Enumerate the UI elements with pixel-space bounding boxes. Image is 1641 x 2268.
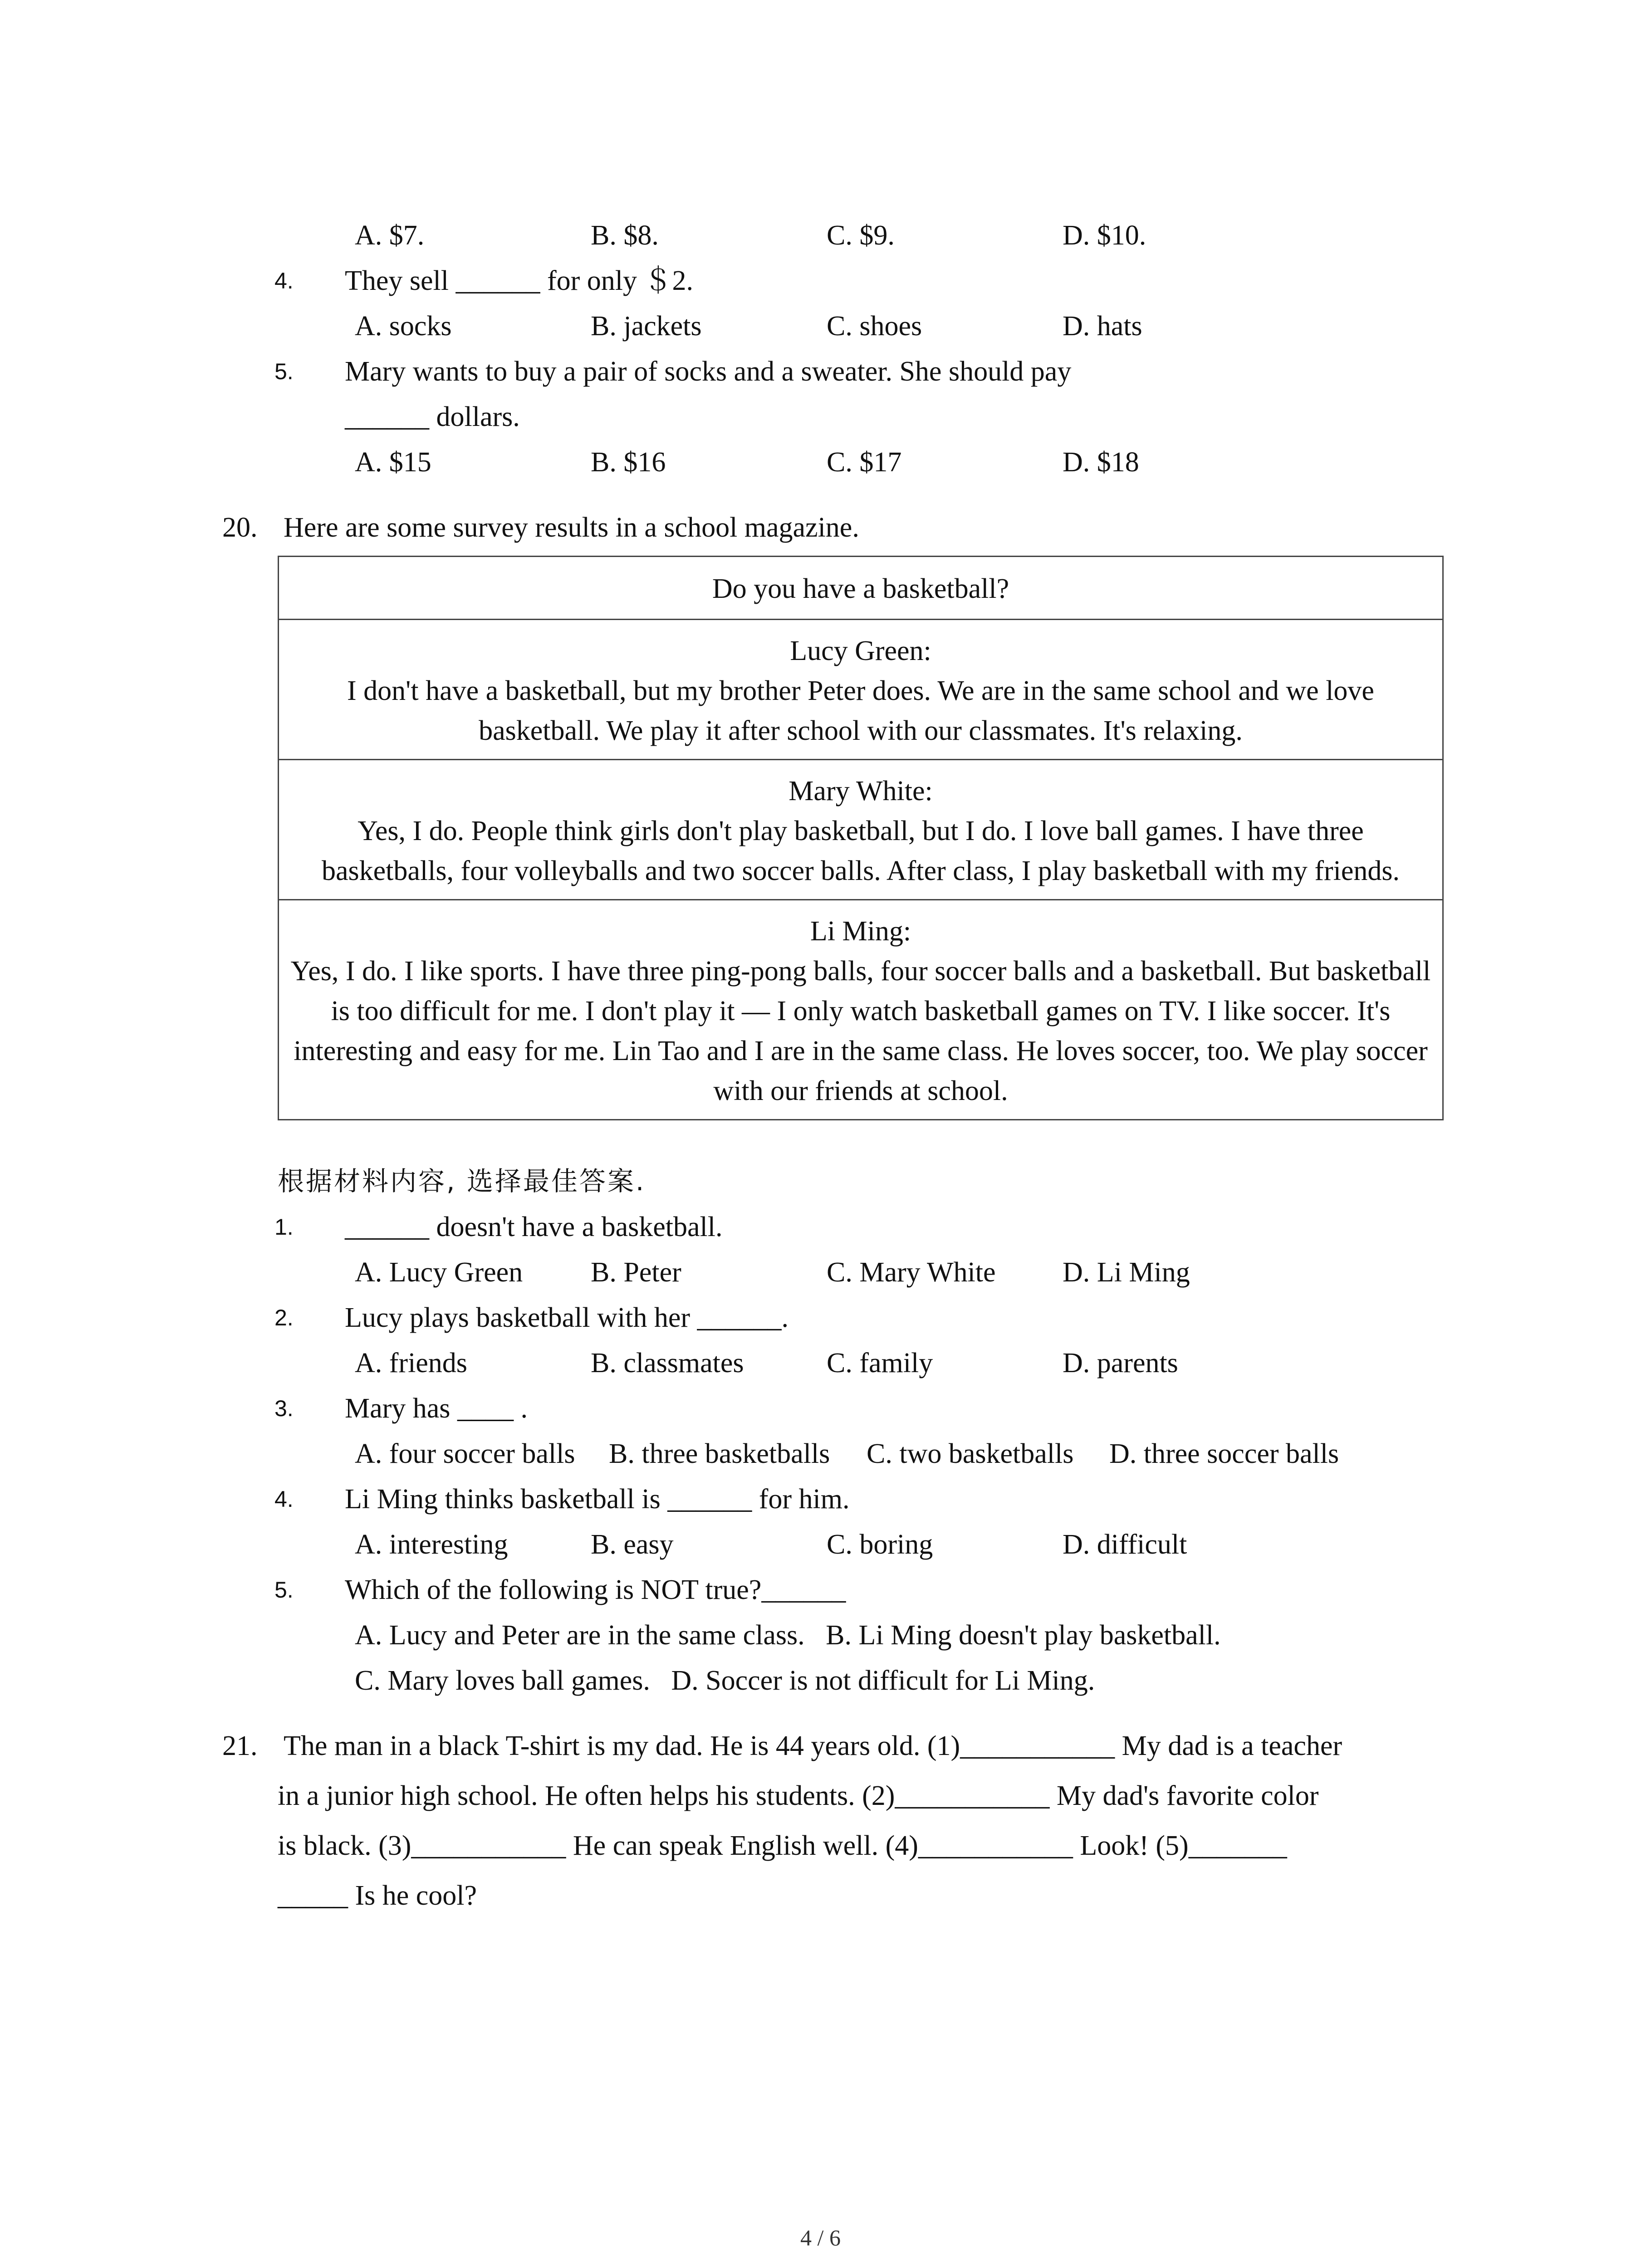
option-b: B. Peter bbox=[591, 1257, 681, 1288]
option-d: D. parents bbox=[1063, 1348, 1178, 1378]
option-b: B. jackets bbox=[591, 311, 702, 342]
respondent-answer: Yes, I do. People think girls don't play basketball, but I do. I love ball games. I have three basketballs, four volleyballs and two soccer balls. After class, I play basketball with my friends. bbox=[321, 816, 1400, 886]
table-row bbox=[279, 760, 1443, 900]
question-number: 5. bbox=[274, 1577, 294, 1603]
question-number: 4. bbox=[274, 268, 294, 293]
respondent-answer: I don't have a basketball, but my brother Peter does. We are in the same school and we love basketball. We play it after school with our classmates. It's relaxing. bbox=[347, 675, 1374, 746]
option-c: C. $9. bbox=[827, 220, 895, 251]
question-number: 3. bbox=[274, 1396, 294, 1421]
option-c: C. two basketballs bbox=[867, 1438, 1074, 1469]
question-intro: Here are some survey results in a school magazine. bbox=[284, 512, 859, 543]
question-number: 21. bbox=[222, 1730, 258, 1761]
option-c: C. shoes bbox=[827, 311, 922, 342]
question-stem: ______ doesn't have a basketball. bbox=[345, 1212, 723, 1242]
question-number: 2. bbox=[274, 1305, 294, 1330]
passage-line-4: _____ Is he cool? bbox=[278, 1880, 477, 1911]
option-c: C. Mary White bbox=[827, 1257, 996, 1288]
respondent-name: Li Ming: bbox=[810, 916, 911, 947]
passage-line-1: The man in a black T-shirt is my dad. He is 44 years old. (1)___________ My dad is a teacher bbox=[284, 1730, 1342, 1761]
table-row bbox=[279, 900, 1443, 1120]
option-b: B. $8. bbox=[591, 220, 659, 251]
option-a: A. four soccer balls bbox=[355, 1438, 575, 1469]
option-a: A. socks bbox=[355, 311, 452, 342]
survey-table bbox=[278, 556, 1444, 1120]
option-d: D. difficult bbox=[1063, 1529, 1187, 1560]
option-a: A. $15 bbox=[355, 447, 431, 478]
question-stem: Which of the following is NOT true?______ bbox=[345, 1574, 846, 1605]
option-a: A. interesting bbox=[355, 1529, 508, 1560]
option-b: B. easy bbox=[591, 1529, 674, 1560]
survey-cell bbox=[279, 620, 1443, 760]
option-b: B. three basketballs bbox=[609, 1438, 830, 1469]
option-d: D. hats bbox=[1063, 311, 1142, 342]
table-row bbox=[279, 620, 1443, 760]
table-title: Do you have a basketball? bbox=[279, 557, 1443, 620]
question-number: 4. bbox=[274, 1486, 294, 1512]
option-a: A. Lucy Green bbox=[355, 1257, 523, 1288]
table-row bbox=[279, 557, 1443, 620]
question-stem-line-1: Mary wants to buy a pair of socks and a sweater. She should pay bbox=[345, 356, 1072, 387]
option-a: A. friends bbox=[355, 1348, 467, 1378]
options-line-2: C. Mary loves ball games. D. Soccer is not difficult for Li Ming. bbox=[355, 1665, 1095, 1696]
page-number: 4 / 6 bbox=[800, 2225, 841, 2250]
option-d: D. $18 bbox=[1063, 447, 1139, 478]
options-line-1: A. Lucy and Peter are in the same class. B. Li Ming doesn't play basketball. bbox=[355, 1620, 1221, 1651]
question-stem: Mary has ____ . bbox=[345, 1393, 528, 1424]
survey-cell bbox=[279, 900, 1443, 1120]
respondent-name: Lucy Green: bbox=[790, 635, 931, 666]
question-number: 5. bbox=[274, 359, 294, 384]
option-d: D. Li Ming bbox=[1063, 1257, 1190, 1288]
option-c: C. $17 bbox=[827, 447, 902, 478]
question-number: 1. bbox=[274, 1214, 294, 1240]
question-stem: Li Ming thinks basketball is ______ for him. bbox=[345, 1484, 850, 1515]
passage-line-3: is black. (3)___________ He can speak English well. (4)___________ Look! (5)_______ bbox=[278, 1830, 1287, 1861]
instruction-text: 根据材料内容, 选择最佳答案. bbox=[278, 1166, 646, 1197]
respondent-name: Mary White: bbox=[789, 776, 933, 807]
question-stem-line-2: ______ dollars. bbox=[345, 401, 520, 432]
option-d: D. three soccer balls bbox=[1109, 1438, 1339, 1469]
option-c: C. family bbox=[827, 1348, 933, 1378]
question-number: 20. bbox=[222, 512, 258, 543]
question-stem: They sell ______ for only ＄2. bbox=[345, 265, 694, 296]
respondent-answer: Yes, I do. I like sports. I have three ping-pong balls, four soccer balls and a basketball. But basketball is too difficult for me. I don't play it — I only watch basketball games on TV. I like soccer. It's interesting and easy for me. Lin Tao and I are in the same class. He loves soccer, too. We play soccer with our friends at school. bbox=[290, 956, 1431, 1106]
option-a: A. $7. bbox=[355, 220, 425, 251]
question-stem: Lucy plays basketball with her ______. bbox=[345, 1302, 789, 1333]
survey-cell bbox=[279, 760, 1443, 900]
option-b: B. classmates bbox=[591, 1348, 744, 1378]
passage-line-2: in a junior high school. He often helps his students. (2)___________ My dad's favorite color bbox=[278, 1780, 1319, 1811]
option-c: C. boring bbox=[827, 1529, 933, 1560]
option-d: D. $10. bbox=[1063, 220, 1146, 251]
option-b: B. $16 bbox=[591, 447, 666, 478]
